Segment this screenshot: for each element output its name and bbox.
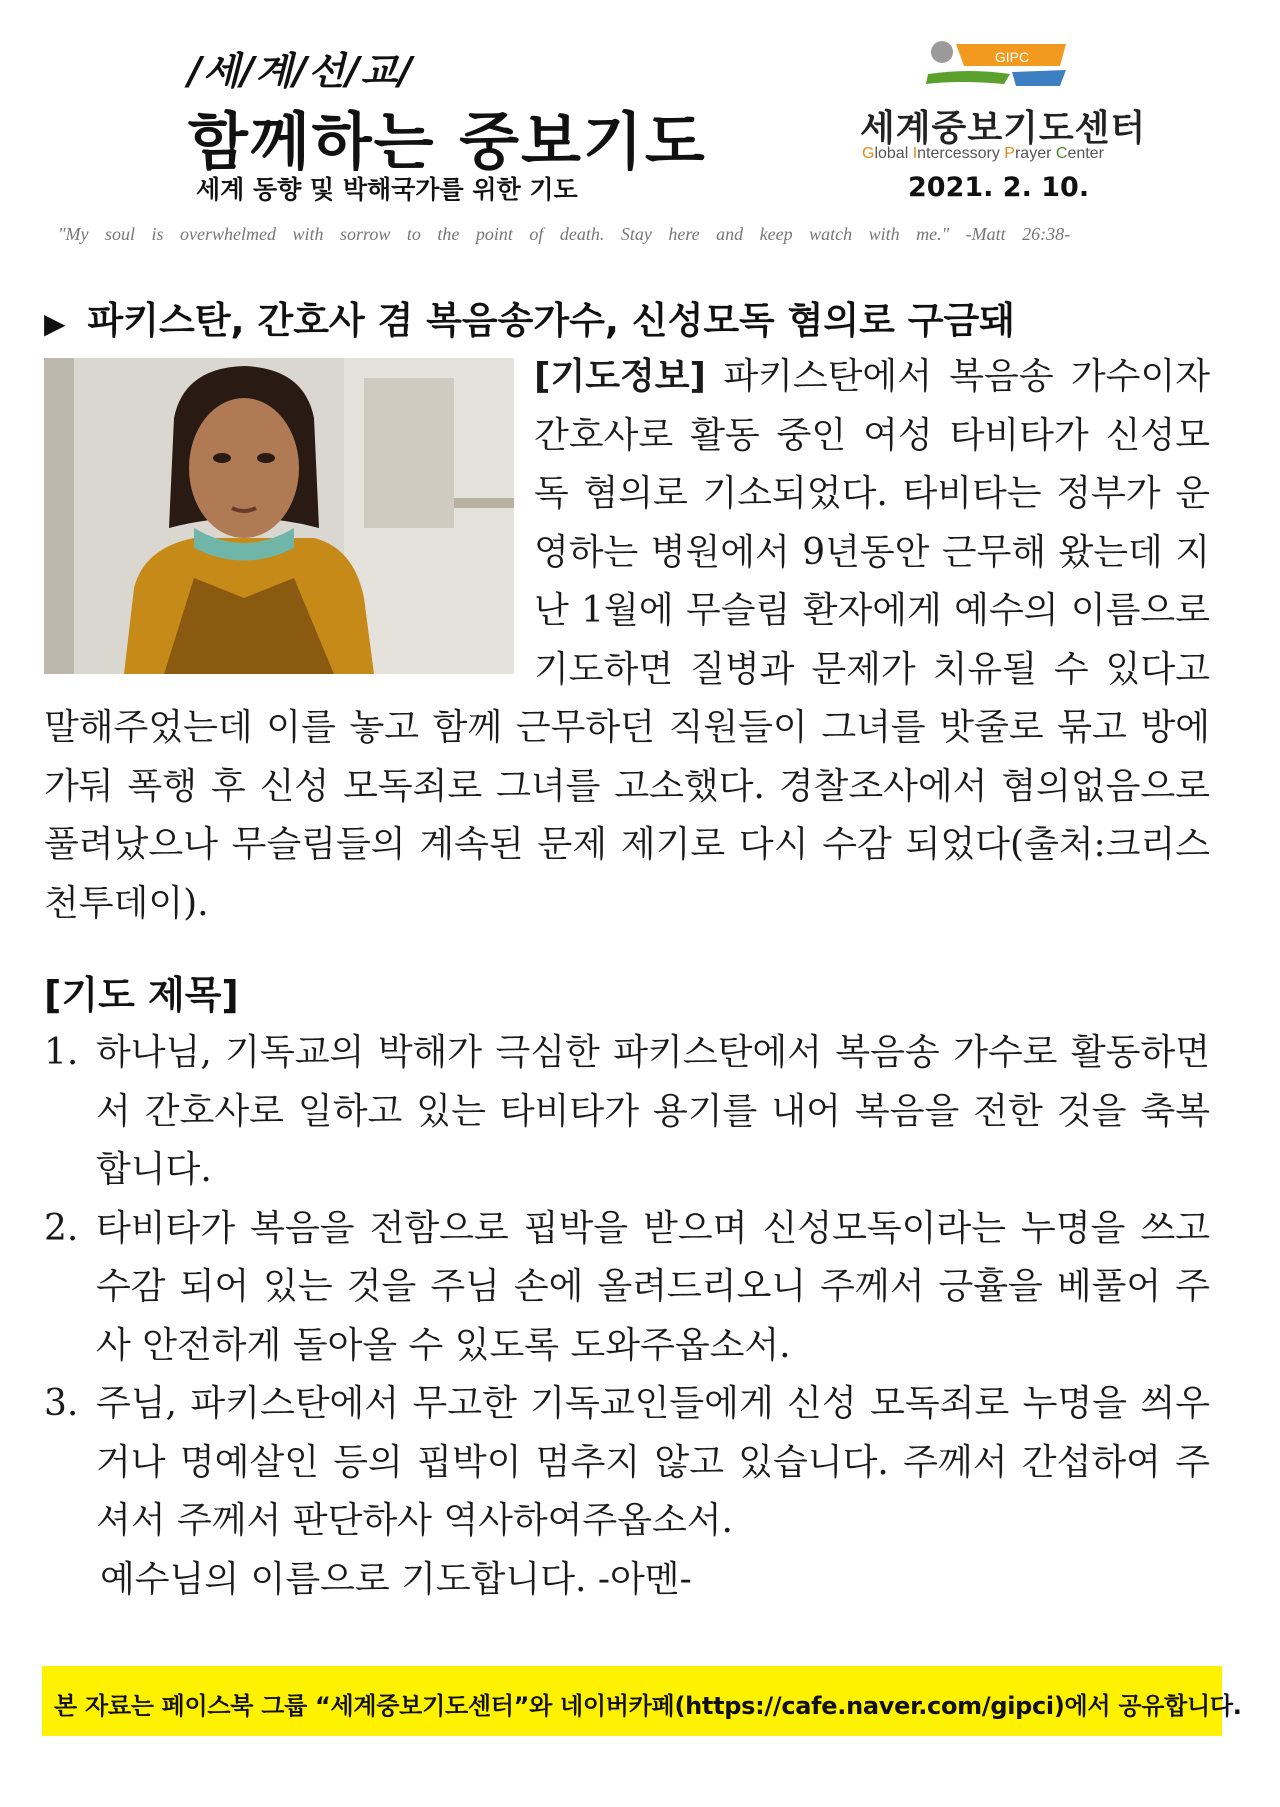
article-headline [44, 290, 1244, 344]
photo-spacer [44, 348, 534, 688]
prayer-item-number: 2. [44, 1207, 79, 1249]
footer-banner [42, 1666, 1242, 1736]
prayer-item-text: 하나님, 기독교의 박해가 극심한 파키스탄에서 복음송 가수로 활동하면서 간호사로 일하고 있는 타비타가 용기를 내어 복음을 전한 것을 축복합니다. [96, 1032, 1210, 1190]
prayer-item-text: 주님, 파키스탄에서 무고한 기독교인들에게 신성 모독죄로 누명을 씌우거나 명예살인 등의 핍박이 멈추지 않고 있습니다. 주께서 간섭하여 주셔서 주께서 판단하사 역사하여주옵소서. [96, 1383, 1210, 1541]
prayer-item-number: 1. [44, 1032, 79, 1073]
gipc-logo [920, 40, 1070, 98]
prayer-info-tag: [기도정보] [534, 356, 707, 397]
prayer-item [44, 1375, 1210, 1551]
page-title: 함께하는 중보기도 [188, 105, 707, 178]
issue-date: 2021. 2. 10. [908, 172, 1090, 203]
prayer-item-text: 타비타가 복음을 전함으로 핍박을 받으며 신성모독이라는 누명을 쓰고 수감 되어 있는 것을 주님 손에 올려드리오니 주께서 긍휼을 베풀어 주사 안전하게 돌아올 수 있도록 도와주옵소서. [96, 1207, 1210, 1366]
org-name: 세계중보기도센터 [860, 108, 1147, 149]
closing-prayer: 예수님의 이름으로 기도합니다. -아멘- [100, 1559, 692, 1600]
headline-text: 파키스탄, 간호사 겸 복음송가수, 신성모독 혐의로 구금돼 [87, 299, 1016, 342]
footer-text: 본 자료는 페이스북 그룹 “세계중보기도센터”와 네이버카페(https://cafe.naver.com/gipci)에서 공유합니다. [54, 1692, 1242, 1720]
prayer-item-number: 3. [44, 1383, 79, 1424]
logo-text: GIPC [994, 49, 1030, 65]
prayer-item [44, 1200, 1210, 1376]
prayer-item [44, 1024, 1210, 1200]
header [0, 0, 1280, 260]
org-name-en: Global Intercessory Prayer Center [862, 145, 1104, 162]
article-text: 파키스탄에서 복음송 가수이자 간호사로 활동 중인 여성 타비타가 신성모독 혐의로 기소되었다. 타비타는 정부가 운영하는 병원에서 9년동안 근무해 왔는데 지난 1월에 무슬림 환자에게 예수의 이름으로 기도하면 질병과 문제가 치유될 수 있다고 말해주었는데 이를 놓고 함께 근무하던 직원들이 그녀를 밧줄로 묶고 방에 가둬 폭행 후 신성 모독죄로 그녀를 고소했다. 경찰조사에서 혐의없음으로 풀려났으나 무슬림들의 계속된 문제 제기로 다시 수감 되었다(출처:크리스천투데이). [44, 356, 1210, 924]
bible-verse: "My soul is overwhelmed with sorrow to the point of death. Stay here and keep watch with me." -Matt 26:38- [58, 224, 1071, 244]
page-subtitle: 세계 동향 및 박해국가를 위한 기도 [196, 175, 578, 204]
article-body [44, 348, 1210, 933]
triangle-bullet-icon: ▶ [44, 307, 66, 340]
prayer-list [44, 1024, 1210, 1551]
prayer-topics-heading: [기도 제목] [44, 973, 239, 1017]
category-label: /세/계/선/교/ [188, 49, 414, 93]
